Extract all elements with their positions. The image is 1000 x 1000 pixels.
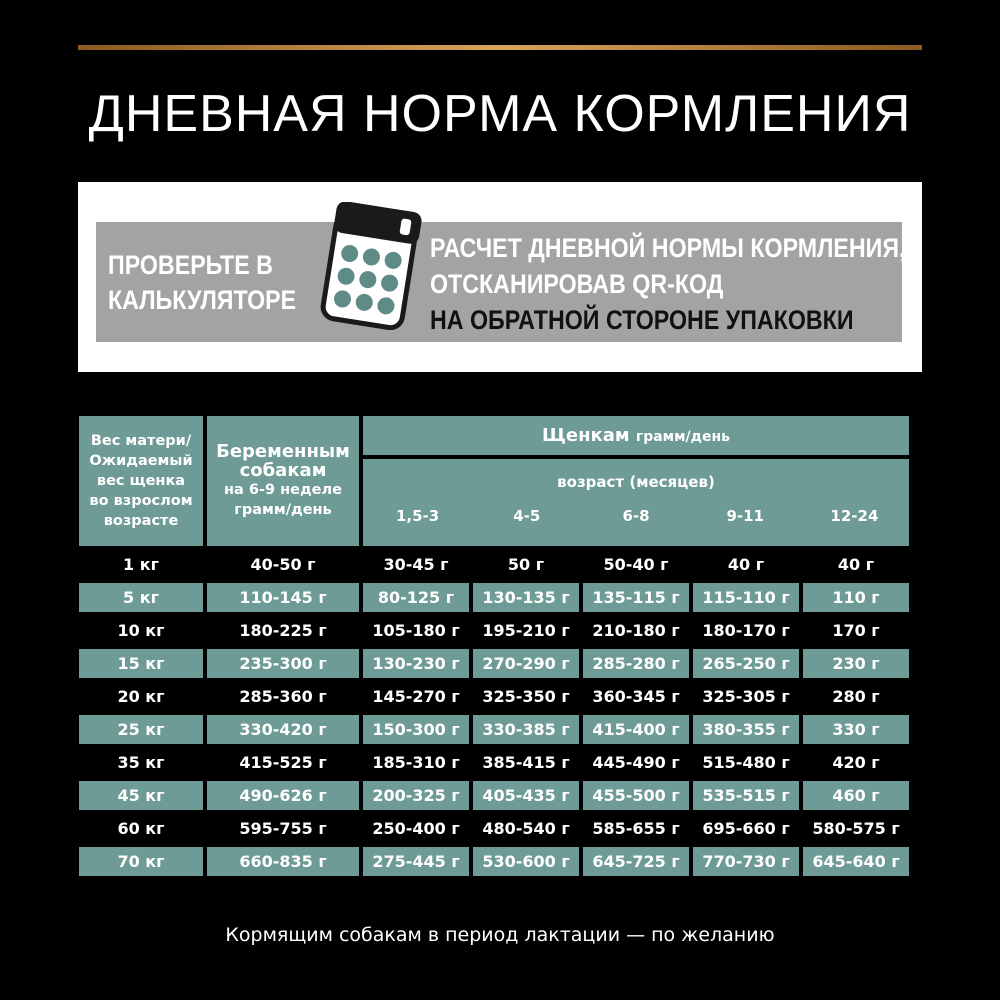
puppy-cell: 270-290 г <box>473 649 579 678</box>
weight-cell: 70 кг <box>79 847 203 876</box>
puppy-cell: 645-640 г <box>803 847 909 876</box>
weight-cell: 10 кг <box>117 621 165 640</box>
feeding-table <box>75 412 913 880</box>
pregnant-cell: 110-145 г <box>207 583 359 612</box>
puppy-cell: 40 г <box>727 555 765 574</box>
puppy-cell: 330 г <box>803 715 909 744</box>
puppy-cell: 460 г <box>803 781 909 810</box>
puppy-cell: 445-490 г <box>592 753 680 772</box>
puppy-cell: 420 г <box>832 753 880 772</box>
puppy-cell: 150-300 г <box>363 715 469 744</box>
puppy-cell: 645-725 г <box>583 847 689 876</box>
puppy-cell: 770-730 г <box>693 847 799 876</box>
page-title: ДНЕВНАЯ НОРМА КОРМЛЕНИЯ <box>88 85 912 143</box>
puppy-cell: 280 г <box>832 687 880 706</box>
puppy-cell: 115-110 г <box>693 583 799 612</box>
puppy-cell: 30-45 г <box>383 555 449 574</box>
puppy-cell: 110 г <box>803 583 909 612</box>
calculator-description: РАСЧЕТ ДНЕВНОЙ НОРМЫ КОРМЛЕНИЯ, ОТСКАНИРОВАВ QR-КОД НА ОБРАТНОЙ СТОРОНЕ УПАКОВКИ <box>430 233 906 335</box>
puppy-cell: 415-400 г <box>583 715 689 744</box>
puppy-cell: 455-500 г <box>583 781 689 810</box>
weight-cell: 25 кг <box>79 715 203 744</box>
puppy-cell: 50-40 г <box>603 555 669 574</box>
puppy-cell: 325-350 г <box>482 687 570 706</box>
puppy-cell: 535-515 г <box>693 781 799 810</box>
puppy-cell: 405-435 г <box>473 781 579 810</box>
puppy-cell: 180-170 г <box>702 621 790 640</box>
weight-cell: 60 кг <box>117 819 165 838</box>
calculator-icon <box>318 202 424 334</box>
puppy-cell: 145-270 г <box>372 687 460 706</box>
puppy-cell: 695-660 г <box>702 819 790 838</box>
puppy-cell: 250-400 г <box>372 819 460 838</box>
weight-cell: 1 кг <box>123 555 159 574</box>
puppy-cell: 530-600 г <box>473 847 579 876</box>
table-row <box>79 814 909 843</box>
puppy-cell: 265-250 г <box>693 649 799 678</box>
puppy-cell: 210-180 г <box>592 621 680 640</box>
weight-cell: 5 кг <box>79 583 203 612</box>
puppy-cell: 200-325 г <box>363 781 469 810</box>
table-row <box>79 550 909 579</box>
header-weight: Вес матери/ Ожидаемый вес щенка во взрослом возрасте <box>79 416 203 546</box>
puppy-cell: 105-180 г <box>372 621 460 640</box>
weight-cell: 35 кг <box>117 753 165 772</box>
pregnant-cell: 490-626 г <box>207 781 359 810</box>
puppy-cell: 80-125 г <box>363 583 469 612</box>
age-col: 6-8 <box>622 507 650 526</box>
table-row <box>79 682 909 711</box>
header-puppies: Щенкам грамм/день <box>363 416 909 455</box>
pregnant-cell: 180-225 г <box>239 621 327 640</box>
puppy-cell: 135-115 г <box>583 583 689 612</box>
puppy-cell: 380-355 г <box>693 715 799 744</box>
puppy-cell: 585-655 г <box>592 819 680 838</box>
puppy-cell: 325-305 г <box>702 687 790 706</box>
pregnant-cell: 415-525 г <box>239 753 327 772</box>
puppy-cell: 40 г <box>837 555 875 574</box>
table-row <box>79 781 909 810</box>
pregnant-cell: 660-835 г <box>207 847 359 876</box>
age-col: 4-5 <box>513 507 541 526</box>
table-row <box>79 748 909 777</box>
puppy-cell: 195-210 г <box>482 621 570 640</box>
lactation-note: Кормящим собакам в период лактации — по желанию <box>225 924 775 946</box>
weight-cell: 15 кг <box>79 649 203 678</box>
age-columns <box>363 507 909 525</box>
table-row <box>79 616 909 645</box>
pregnant-cell: 285-360 г <box>239 687 327 706</box>
gold-divider <box>78 45 922 50</box>
puppy-cell: 50 г <box>507 555 545 574</box>
pregnant-cell: 330-420 г <box>207 715 359 744</box>
calculator-check-text: ПРОВЕРЬТЕ В КАЛЬКУЛЯТОРЕ <box>108 250 297 315</box>
puppy-cell: 515-480 г <box>702 753 790 772</box>
pregnant-cell: 235-300 г <box>207 649 359 678</box>
header-age: возраст (месяцев) 1,5-3 4-5 6-8 9-11 12-24 <box>363 459 909 546</box>
puppy-cell: 580-575 г <box>812 819 900 838</box>
puppy-cell: 130-230 г <box>363 649 469 678</box>
weight-cell: 45 кг <box>79 781 203 810</box>
puppy-cell: 285-280 г <box>583 649 689 678</box>
puppy-cell: 185-310 г <box>372 753 460 772</box>
age-col: 12-24 <box>830 507 879 526</box>
table-row <box>79 649 909 678</box>
pregnant-cell: 40-50 г <box>250 555 316 574</box>
puppy-cell: 480-540 г <box>482 819 570 838</box>
puppy-cell: 330-385 г <box>473 715 579 744</box>
puppy-cell: 170 г <box>832 621 880 640</box>
pregnant-cell: 595-755 г <box>239 819 327 838</box>
puppy-cell: 385-415 г <box>482 753 570 772</box>
table-row <box>79 847 909 876</box>
weight-cell: 20 кг <box>117 687 165 706</box>
table-row <box>79 715 909 744</box>
puppy-cell: 130-135 г <box>473 583 579 612</box>
header-pregnant: Беременным собакам на 6-9 неделе грамм/день <box>207 416 359 546</box>
puppy-cell: 230 г <box>803 649 909 678</box>
table-row <box>79 583 909 612</box>
puppy-cell: 275-445 г <box>363 847 469 876</box>
puppy-cell: 360-345 г <box>592 687 680 706</box>
age-col: 9-11 <box>726 507 764 526</box>
age-col: 1,5-3 <box>395 507 440 526</box>
